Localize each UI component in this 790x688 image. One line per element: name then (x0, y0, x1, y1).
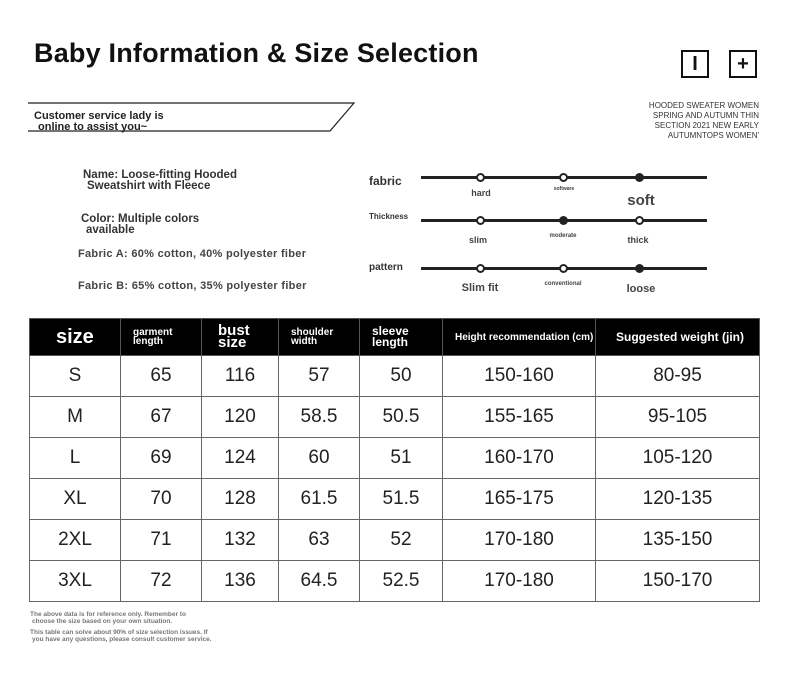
header-garment-length: garment length (121, 319, 202, 356)
cell-weight: 120-135 (596, 479, 760, 520)
cell-garment-length: 69 (121, 438, 202, 479)
cell-weight: 135-150 (596, 520, 760, 561)
note-line-2: choose the size based on your own situation. (32, 618, 173, 625)
cell-size: XL (30, 479, 121, 520)
table-row (30, 356, 760, 397)
cell-height: 155-165 (443, 397, 596, 438)
scale-dot-loose (635, 264, 644, 273)
cell-weight: 80-95 (596, 356, 760, 397)
header-size: size (30, 319, 121, 356)
cell-garment-length: 70 (121, 479, 202, 520)
product-name-line-1: Name: Loose-fitting Hooded (83, 169, 237, 181)
cell-garment-length: 67 (121, 397, 202, 438)
cell-sleeve-length: 50 (360, 356, 443, 397)
cell-weight: 150-170 (596, 561, 760, 602)
header-bust-size: bust size (202, 319, 279, 356)
service-line-2: online to assist you~ (38, 121, 148, 133)
table-row (30, 561, 760, 602)
cell-shoulder-width: 60 (279, 438, 360, 479)
color-line-1: Color: Multiple colors (81, 213, 200, 225)
scale-option-slim-fit: Slim fit (461, 282, 499, 294)
cell-shoulder-width: 58.5 (279, 397, 360, 438)
table-row (30, 479, 760, 520)
cell-garment-length: 72 (121, 561, 202, 602)
scale-option-loose: loose (626, 283, 656, 295)
product-name-line-2: Sweatshirt with Fleece (87, 180, 211, 192)
scale-option-thick: thick (627, 235, 649, 245)
cell-bust-size: 132 (202, 520, 279, 561)
cell-sleeve-length: 50.5 (360, 397, 443, 438)
scale-dot-hard (476, 173, 485, 182)
cell-shoulder-width: 57 (279, 356, 360, 397)
header-suggested-weight: Suggested weight (jin) (596, 319, 760, 356)
cell-shoulder-width: 61.5 (279, 479, 360, 520)
cell-bust-size: 116 (202, 356, 279, 397)
cell-height: 160-170 (443, 438, 596, 479)
header-shoulder-width: shoulder width (279, 319, 360, 356)
cell-size: L (30, 438, 121, 479)
cell-size: M (30, 397, 121, 438)
scale-dot-thick (635, 216, 644, 225)
note-line-1: The above data is for reference only. Remember to (30, 611, 186, 618)
scale-label-fabric: fabric (369, 174, 402, 188)
cell-garment-length: 71 (121, 520, 202, 561)
scale-dot-slim-fit (476, 264, 485, 273)
cell-height: 165-175 (443, 479, 596, 520)
scale-option-soft: soft (627, 192, 655, 209)
scale-option-conventional: conventional (544, 281, 582, 287)
cell-height: 170-180 (443, 561, 596, 602)
scale-dot-software (559, 173, 568, 182)
note-line-4: you have any questions, please consult customer service. (32, 636, 212, 643)
cell-height: 150-160 (443, 356, 596, 397)
page-title: Baby Information & Size Selection (34, 38, 479, 68)
table-row (30, 397, 760, 438)
cell-bust-size: 120 (202, 397, 279, 438)
cell-sleeve-length: 52 (360, 520, 443, 561)
cell-bust-size: 124 (202, 438, 279, 479)
scale-option-moderate: moderate (549, 233, 577, 239)
cell-sleeve-length: 52.5 (360, 561, 443, 602)
scale-label-pattern: pattern (369, 262, 403, 273)
cursor-icon[interactable]: I (681, 50, 709, 78)
product-title: HOODED SWEATER WOMEN SPRING AND AUTUMN THIN SECTION 2021 NEW EARLY AUTUMNTOPS WOMEN' (648, 101, 759, 140)
scale-dot-conventional (559, 264, 568, 273)
cell-bust-size: 128 (202, 479, 279, 520)
cell-shoulder-width: 64.5 (279, 561, 360, 602)
cell-sleeve-length: 51.5 (360, 479, 443, 520)
cell-shoulder-width: 63 (279, 520, 360, 561)
cell-weight: 95-105 (596, 397, 760, 438)
cell-size: 2XL (30, 520, 121, 561)
size-table (29, 318, 760, 602)
service-line-1: Customer service lady is (34, 110, 164, 122)
scale-option-software: software (553, 186, 575, 192)
color-line-2: available (86, 224, 135, 236)
cell-bust-size: 136 (202, 561, 279, 602)
cell-sleeve-length: 51 (360, 438, 443, 479)
scale-dot-soft (635, 173, 644, 182)
cell-garment-length: 65 (121, 356, 202, 397)
cell-size: 3XL (30, 561, 121, 602)
table-row (30, 438, 760, 479)
scale-dot-moderate (559, 216, 568, 225)
header-height-recommendation: Height recommendation (cm) (443, 319, 596, 356)
header-sleeve-length: sleeve length (360, 319, 443, 356)
table-header-row (30, 319, 760, 356)
scale-label-thickness: Thickness (369, 212, 409, 221)
fabric-a: Fabric A: 60% cotton, 40% polyester fiber (78, 248, 307, 260)
scale-dot-slim (476, 216, 485, 225)
scale-option-hard: hard (471, 188, 491, 198)
scale-option-slim: slim (468, 235, 487, 245)
note-line-3: This table can solve about 90% of size selection issues. If (30, 629, 208, 636)
cell-weight: 105-120 (596, 438, 760, 479)
cell-height: 170-180 (443, 520, 596, 561)
table-row (30, 520, 760, 561)
plus-icon[interactable]: + (729, 50, 757, 78)
fabric-b: Fabric B: 65% cotton, 35% polyester fiber (78, 280, 307, 292)
cell-size: S (30, 356, 121, 397)
